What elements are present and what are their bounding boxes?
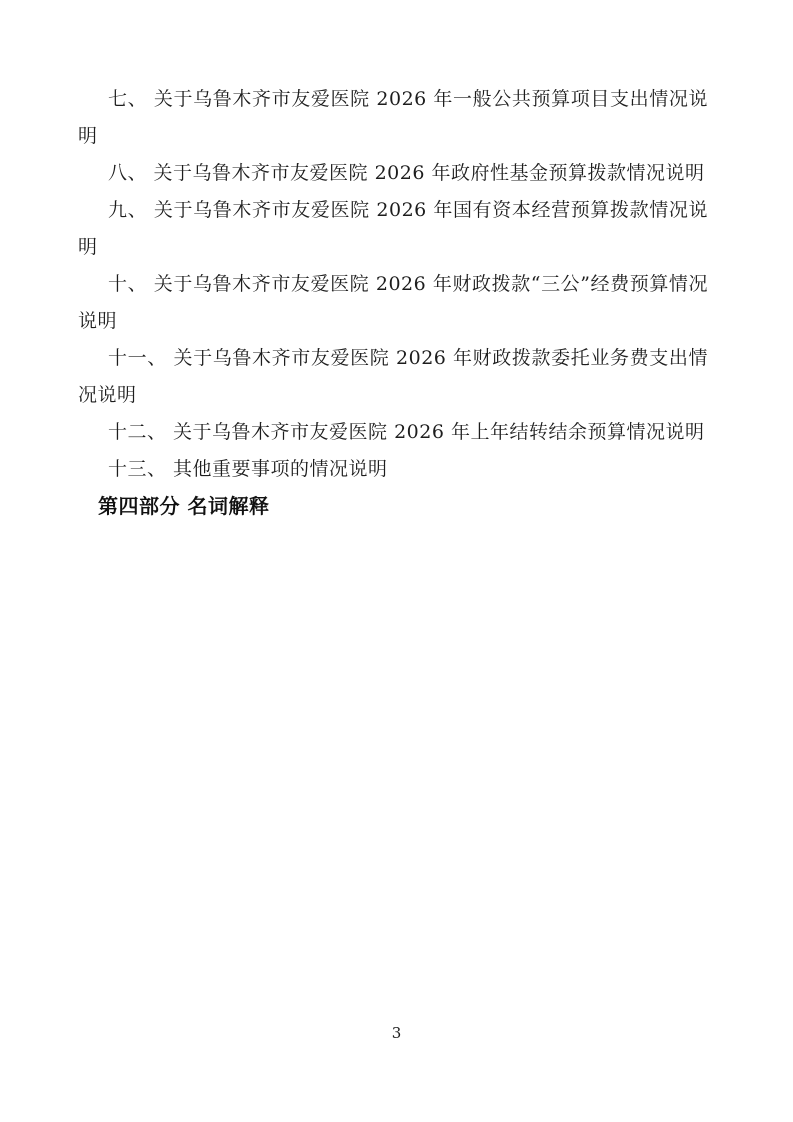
- toc-item-10: 十、 关于乌鲁木齐市友爱医院 2026 年财政拨款“三公”经费预算情况说明: [78, 273, 708, 332]
- toc-item-13: 十三、 其他重要事项的情况说明: [108, 458, 388, 480]
- toc-item-11: 十一、 关于乌鲁木齐市友爱医院 2026 年财政拨款委托业务费支出情况说明: [78, 347, 708, 406]
- toc-item-8: 八、 关于乌鲁木齐市友爱医院 2026 年政府性基金预算拨款情况说明: [108, 162, 705, 184]
- section-heading-part4: 第四部分 名词解释: [98, 494, 270, 518]
- page-footer: [0, 1023, 793, 1043]
- toc-item-12: 十二、 关于乌鲁木齐市友爱医院 2026 年上年结转结余预算情况说明: [108, 421, 705, 443]
- table-of-contents: [78, 81, 708, 525]
- toc-item-7: 七、 关于乌鲁木齐市友爱医院 2026 年一般公共预算项目支出情况说明: [78, 88, 708, 147]
- page-number: 3: [391, 1024, 402, 1042]
- toc-item-9: 九、 关于乌鲁木齐市友爱医院 2026 年国有资本经营预算拨款情况说明: [78, 199, 708, 258]
